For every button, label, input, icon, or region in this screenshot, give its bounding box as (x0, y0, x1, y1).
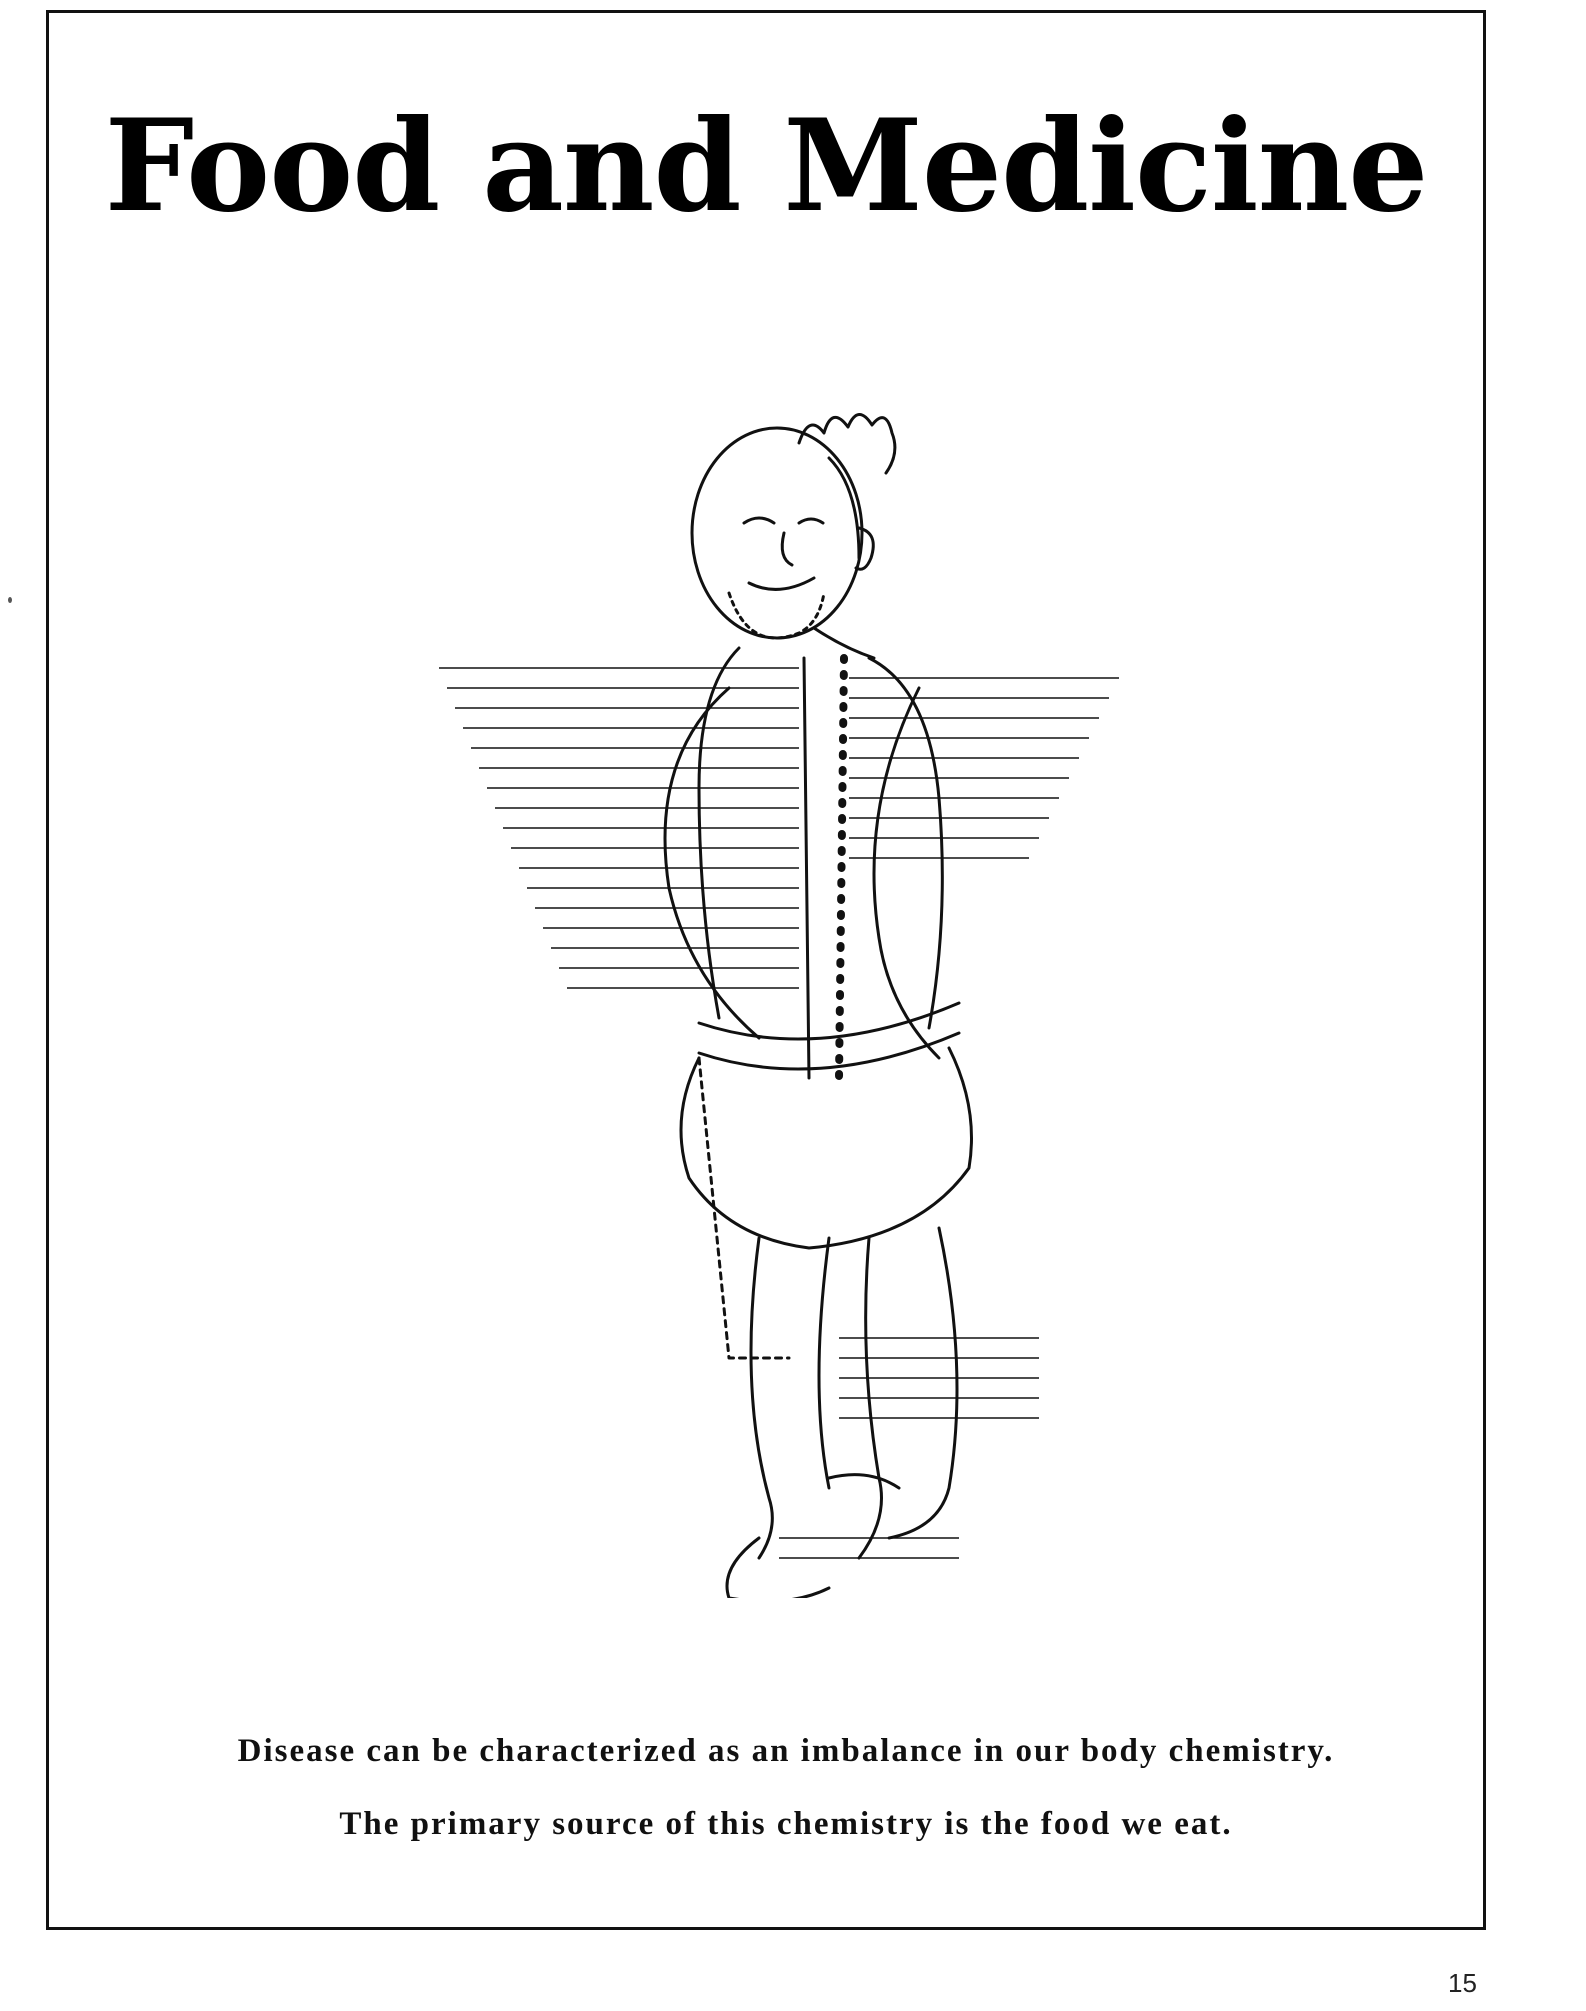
acupuncture-figure-svg (399, 358, 1179, 1598)
figure-left-foot (727, 1538, 829, 1598)
figure-left-leg (751, 1238, 772, 1558)
figure-hair-crown (799, 414, 895, 473)
figure-left-arm (665, 688, 759, 1038)
page-number: 15 (1448, 1968, 1477, 1998)
page-title: Food and Medicine (104, 92, 1428, 240)
caption-line-1: Disease can be characterized as an imbalance in our body chemistry. (237, 1733, 1335, 1769)
figure-head (692, 428, 862, 638)
figure-torso-left (699, 648, 739, 1018)
acupuncture-figure-illustration (399, 358, 1179, 1598)
caption-line-2: The primary source of this chemistry is the food we eat. (339, 1806, 1233, 1842)
scan-speck (8, 597, 12, 603)
page-border (46, 10, 1486, 1930)
